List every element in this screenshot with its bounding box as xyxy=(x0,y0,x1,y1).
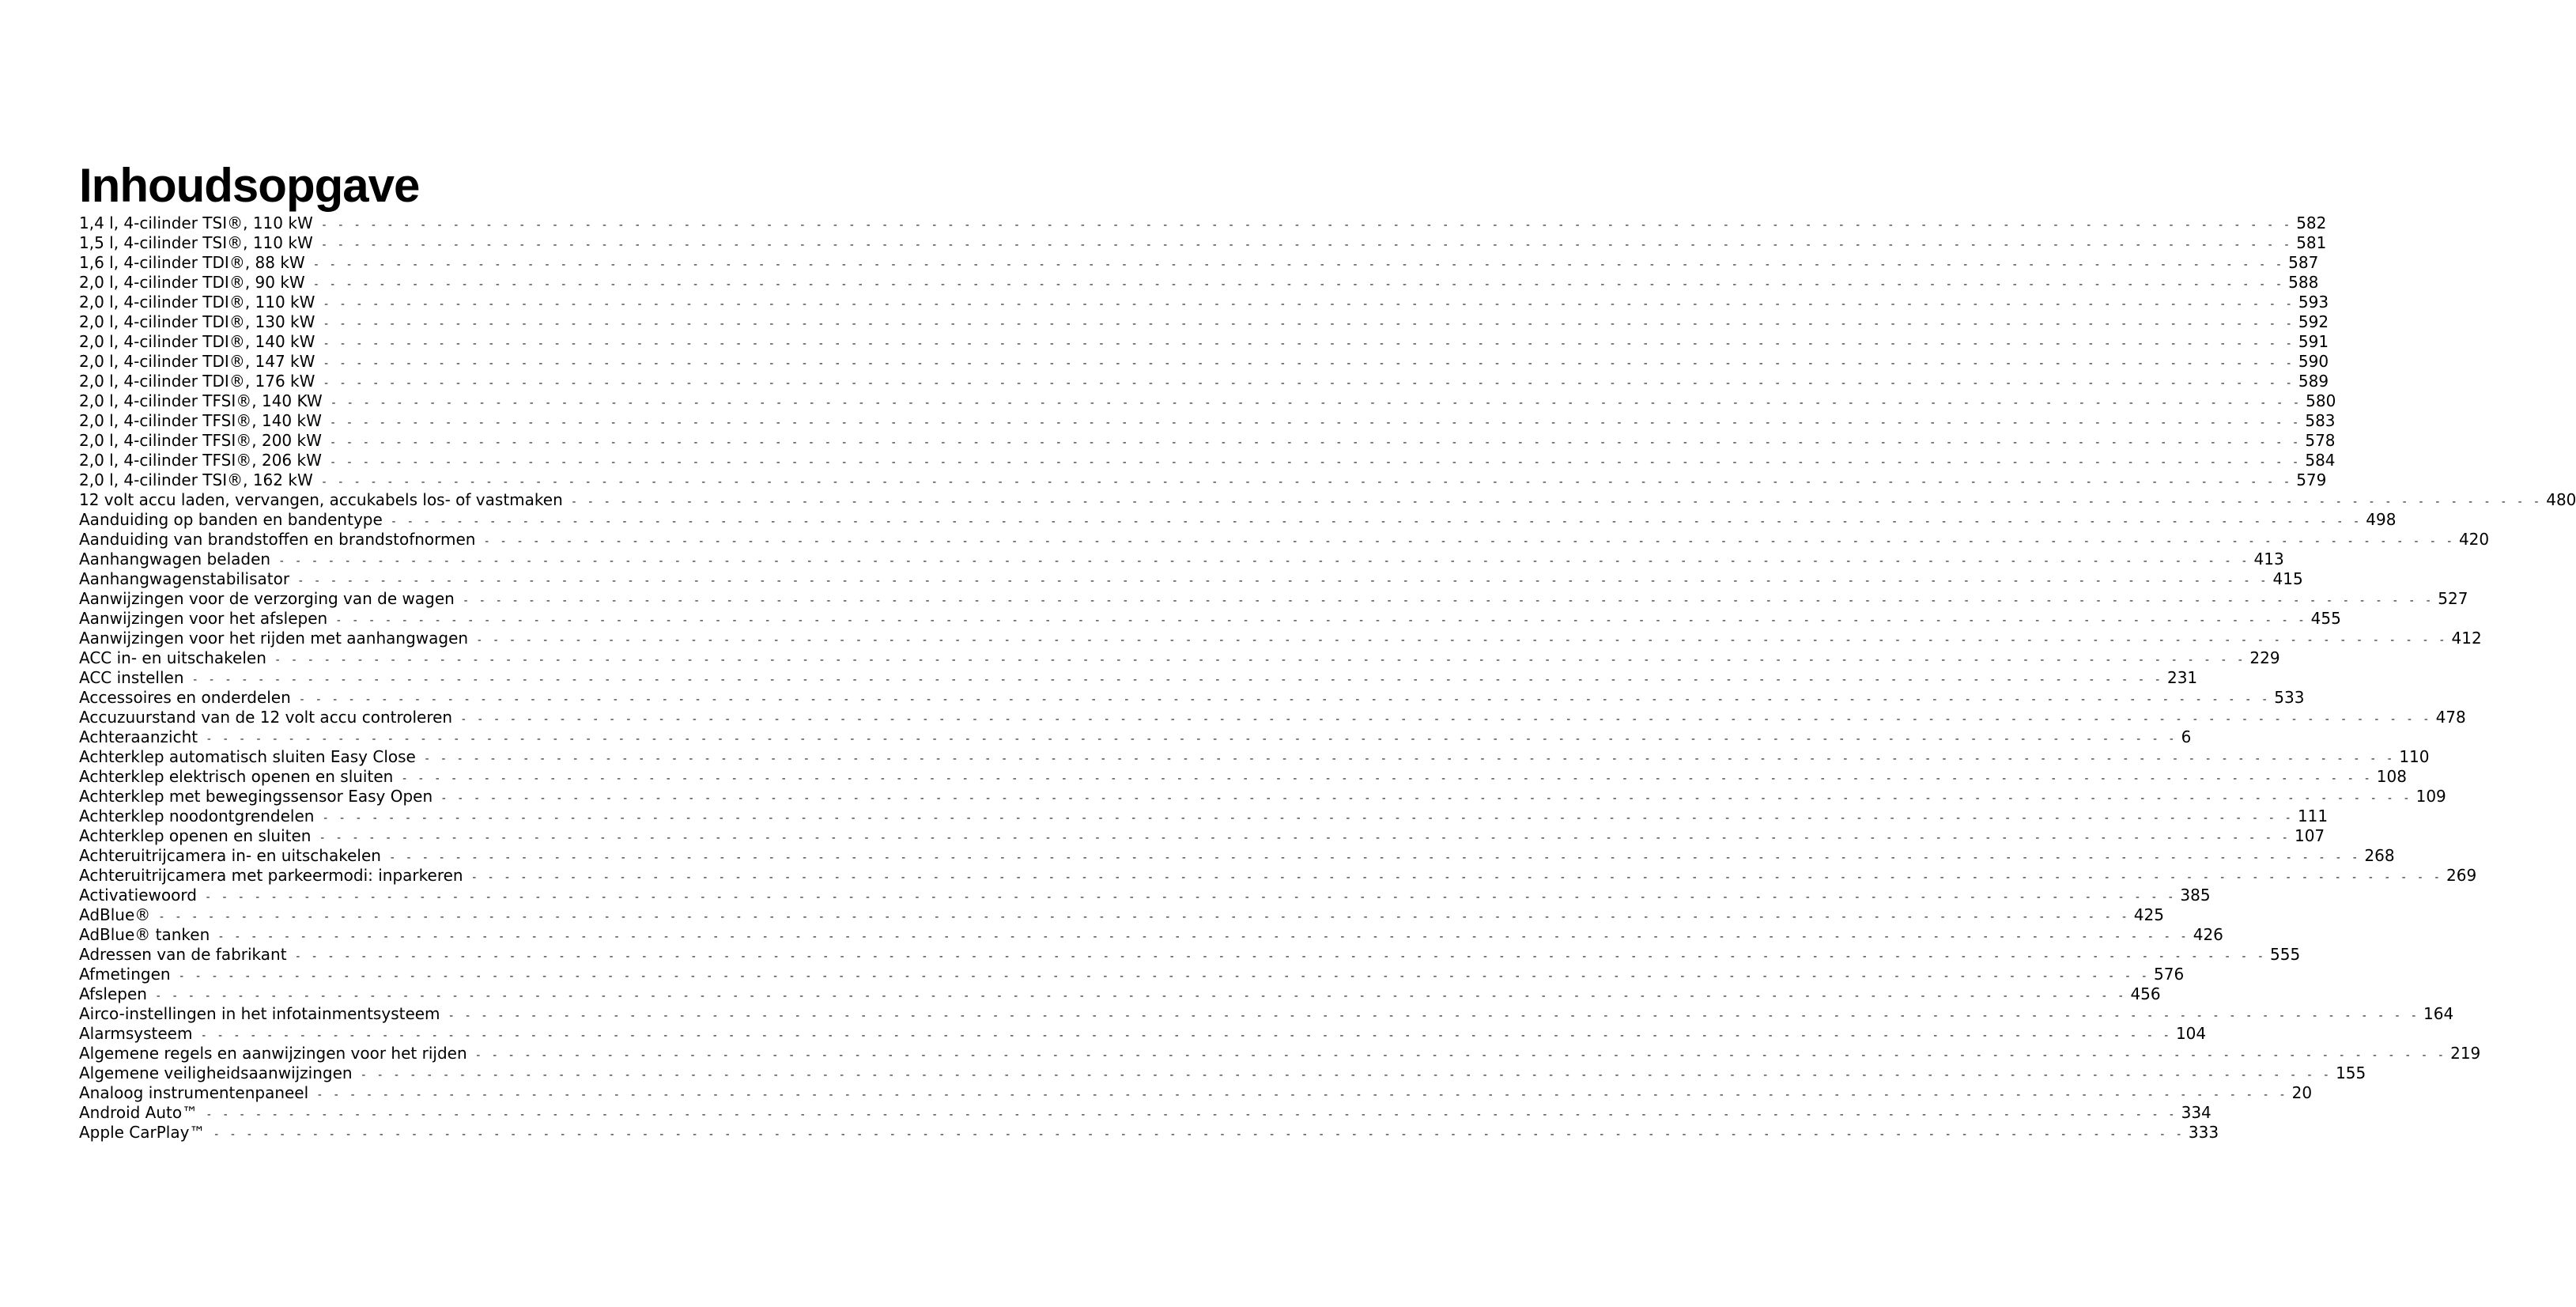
toc-entry[interactable] xyxy=(79,332,2329,352)
dot-leader: - - - - - - - - - - - - - - - - - - - - - - - - - - - - - - - - - - - - - - - - - - - - - - - - - - - - - - - - - - - - - - - - - - - - - - - - - - - - - - - - - - - - - - - - - - - - - - - - - - - - - - - - - - - - - - - - - - - - - - - - xyxy=(322,812,2293,825)
toc-entry-page-number: 456 xyxy=(2130,984,2161,1003)
toc-entry[interactable] xyxy=(79,866,2477,886)
dot-leader: - - - - - - - - - - - - - - - - - - - - - - - - - - - - - - - - - - - - - - - - - - - - - - - - - - - - - - - - - - - - - - - - - - - - - - - - - - - - - - - - - - - - - - - - - - - - - - - - - - - - - - - - - - - - - - - - - - - - - - - - xyxy=(329,436,2301,449)
toc-entry[interactable] xyxy=(79,1123,2219,1143)
toc-entry-label: Airco-instellingen in het infotainmentsysteem xyxy=(79,1004,440,1023)
dot-leader: - - - - - - - - - - - - - - - - - - - - - - - - - - - - - - - - - - - - - - - - - - - - - - - - - - - - - - - - - - - - - - - - - - - - - - - - - - - - - - - - - - - - - - - - - - - - - - - - - - - - - - - - - - - - - - - - - - - - - - - - xyxy=(178,970,2150,983)
toc-entry-page-number: 580 xyxy=(2306,391,2336,410)
toc-entry-page-number: 480 xyxy=(2546,490,2576,509)
dot-leader: - - - - - - - - - - - - - - - - - - - - - - - - - - - - - - - - - - - - - - - - - - - - - - - - - - - - - - - - - - - - - - - - - - - - - - - - - - - - - - - - - - - - - - - - - - - - - - - - - - - - - - - - - - - - - - - - - - - - - - - - xyxy=(570,496,2542,508)
toc-entry-label: Apple CarPlay™ xyxy=(79,1123,206,1142)
dot-leader: - - - - - - - - - - - - - - - - - - - - - - - - - - - - - - - - - - - - - - - - - - - - - - - - - - - - - - - - - - - - - - - - - - - - - - - - - - - - - - - - - - - - - - - - - - - - - - - - - - - - - - - - - - - - - - - - - - - - - - - - xyxy=(330,397,2302,410)
toc-entry[interactable] xyxy=(79,1004,2454,1024)
toc-entry-label: Achteruitrijcamera met parkeermodi: inparkeren xyxy=(79,866,463,885)
dot-leader: - - - - - - - - - - - - - - - - - - - - - - - - - - - - - - - - - - - - - - - - - - - - - - - - - - - - - - - - - - - - - - - - - - - - - - - - - - - - - - - - - - - - - - - - - - - - - - - - - - - - - - - - - - - - - - - - - - - - - - - - xyxy=(316,1089,2287,1101)
toc-entry-page-number: 425 xyxy=(2133,905,2164,924)
dot-leader: - - - - - - - - - - - - - - - - - - - - - - - - - - - - - - - - - - - - - - - - - - - - - - - - - - - - - - - - - - - - - - - - - - - - - - - - - - - - - - - - - - - - - - - - - - - - - - - - - - - - - - - - - - - - - - - - - - - - - - - - xyxy=(323,298,2294,311)
toc-entry-page-number: 231 xyxy=(2166,668,2198,687)
toc-entry-page-number: 6 xyxy=(2181,727,2192,746)
dot-leader: - - - - - - - - - - - - - - - - - - - - - - - - - - - - - - - - - - - - - - - - - - - - - - - - - - - - - - - - - - - - - - - - - - - - - - - - - - - - - - - - - - - - - - - - - - - - - - - - - - - - - - - - - - - - - - - - - - - - - - - - xyxy=(360,1069,2332,1082)
dot-leader: - - - - - - - - - - - - - - - - - - - - - - - - - - - - - - - - - - - - - - - - - - - - - - - - - - - - - - - - - - - - - - - - - - - - - - - - - - - - - - - - - - - - - - - - - - - - - - - - - - - - - - - - - - - - - - - - - - - - - - - - xyxy=(200,1029,2171,1042)
toc-entry[interactable] xyxy=(79,273,2319,293)
toc-entry[interactable] xyxy=(79,293,2329,312)
toc-entry[interactable] xyxy=(79,1044,2481,1063)
toc-entry[interactable] xyxy=(79,1103,2212,1123)
toc-entry-page-number: 111 xyxy=(2297,806,2329,825)
toc-entry[interactable] xyxy=(79,945,2301,965)
dot-leader: - - - - - - - - - - - - - - - - - - - - - - - - - - - - - - - - - - - - - - - - - - - - - - - - - - - - - - - - - - - - - - - - - - - - - - - - - - - - - - - - - - - - - - - - - - - - - - - - - - - - - - - - - - - - - - - - - - - - - - - - xyxy=(329,456,2301,469)
toc-entry-page-number: 590 xyxy=(2298,352,2329,371)
toc-entry[interactable] xyxy=(79,352,2329,372)
toc-entry-page-number: 555 xyxy=(2270,945,2301,964)
toc-entry-label: Accessoires en onderdelen xyxy=(79,688,291,707)
dot-leader: - - - - - - - - - - - - - - - - - - - - - - - - - - - - - - - - - - - - - - - - - - - - - - - - - - - - - - - - - - - - - - - - - - - - - - - - - - - - - - - - - - - - - - - - - - - - - - - - - - - - - - - - - - - - - - - - - - - - - - - - xyxy=(388,852,2360,864)
toc-entry[interactable] xyxy=(79,510,2397,530)
toc-entry-page-number: 527 xyxy=(2438,589,2468,608)
toc-entry-page-number: 420 xyxy=(2458,530,2490,549)
dot-leader: - - - - - - - - - - - - - - - - - - - - - - - - - - - - - - - - - - - - - - - - - - - - - - - - - - - - - - - - - - - - - - - - - - - - - - - - - - - - - - - - - - - - - - - - - - - - - - - - - - - - - - - - - - - - - - - - - - - - - - - - xyxy=(476,634,2447,647)
toc-entry[interactable] xyxy=(79,609,2341,629)
toc-entry-page-number: 110 xyxy=(2399,747,2430,766)
toc-entry-page-number: 588 xyxy=(2288,273,2319,292)
toc-entry-label: 2,0 l, 4-cilinder TSI®, 162 kW xyxy=(79,470,313,489)
toc-entry-label: Achterklep met bewegingssensor Easy Open xyxy=(79,787,433,806)
dot-leader: - - - - - - - - - - - - - - - - - - - - - - - - - - - - - - - - - - - - - - - - - - - - - - - - - - - - - - - - - - - - - - - - - - - - - - - - - - - - - - - - - - - - - - - - - - - - - - - - - - - - - - - - - - - - - - - - - - - - - - - - xyxy=(323,338,2294,350)
toc-entry-page-number: 579 xyxy=(2296,470,2327,489)
toc-entry[interactable] xyxy=(79,550,2284,569)
toc-entry-page-number: 581 xyxy=(2296,233,2327,252)
toc-entry-page-number: 593 xyxy=(2298,293,2329,312)
dot-leader: - - - - - - - - - - - - - - - - - - - - - - - - - - - - - - - - - - - - - - - - - - - - - - - - - - - - - - - - - - - - - - - - - - - - - - - - - - - - - - - - - - - - - - - - - - - - - - - - - - - - - - - - - - - - - - - - - - - - - - - - xyxy=(423,753,2395,765)
toc-entry-label: Analoog instrumentenpaneel xyxy=(79,1083,309,1102)
toc-entry-page-number: 108 xyxy=(2376,767,2407,786)
dot-leader: - - - - - - - - - - - - - - - - - - - - - - - - - - - - - - - - - - - - - - - - - - - - - - - - - - - - - - - - - - - - - - - - - - - - - - - - - - - - - - - - - - - - - - - - - - - - - - - - - - - - - - - - - - - - - - - - - - - - - - - - xyxy=(323,377,2294,390)
toc-entry-page-number: 582 xyxy=(2296,213,2327,232)
toc-entry[interactable] xyxy=(79,451,2336,470)
toc-entry-page-number: 498 xyxy=(2366,510,2397,529)
dot-leader: - - - - - - - - - - - - - - - - - - - - - - - - - - - - - - - - - - - - - - - - - - - - - - - - - - - - - - - - - - - - - - - - - - - - - - - - - - - - - - - - - - - - - - - - - - - - - - - - - - - - - - - - - - - - - - - - - - - - - - - - xyxy=(470,871,2442,884)
dot-leader: - - - - - - - - - - - - - - - - - - - - - - - - - - - - - - - - - - - - - - - - - - - - - - - - - - - - - - - - - - - - - - - - - - - - - - - - - - - - - - - - - - - - - - - - - - - - - - - - - - - - - - - - - - - - - - - - - - - - - - - - xyxy=(298,693,2270,706)
toc-entry[interactable] xyxy=(79,233,2327,253)
toc-entry-label: 2,0 l, 4-cilinder TDI®, 110 kW xyxy=(79,293,315,312)
toc-entry-page-number: 587 xyxy=(2288,253,2319,272)
toc-entry-label: 2,0 l, 4-cilinder TDI®, 140 kW xyxy=(79,332,315,351)
toc-entry-label: Aanhangwagenstabilisator xyxy=(79,569,290,588)
toc-entry-label: Aanduiding op banden en bandentype xyxy=(79,510,383,529)
toc-entry[interactable] xyxy=(79,806,2329,826)
toc-entry-label: Activatiewoord xyxy=(79,886,197,905)
toc-entry-page-number: 583 xyxy=(2305,411,2336,430)
dot-leader: - - - - - - - - - - - - - - - - - - - - - - - - - - - - - - - - - - - - - - - - - - - - - - - - - - - - - - - - - - - - - - - - - - - - - - - - - - - - - - - - - - - - - - - - - - - - - - - - - - - - - - - - - - - - - - - - - - - - - - - - xyxy=(206,733,2177,746)
toc-entry[interactable] xyxy=(79,965,2185,984)
dot-leader: - - - - - - - - - - - - - - - - - - - - - - - - - - - - - - - - - - - - - - - - - - - - - - - - - - - - - - - - - - - - - - - - - - - - - - - - - - - - - - - - - - - - - - - - - - - - - - - - - - - - - - - - - - - - - - - - - - - - - - - - xyxy=(335,614,2306,627)
toc-entry[interactable] xyxy=(79,1024,2207,1044)
toc-entry-page-number: 104 xyxy=(2175,1024,2207,1043)
toc-entry[interactable] xyxy=(79,470,2327,490)
toc-entry-label: Afmetingen xyxy=(79,965,171,984)
toc-entry-label: Afslepen xyxy=(79,984,147,1003)
toc-entry[interactable] xyxy=(79,431,2336,451)
toc-entry-label: Adressen van de fabrikant xyxy=(79,945,287,964)
dot-leader: - - - - - - - - - - - - - - - - - - - - - - - - - - - - - - - - - - - - - - - - - - - - - - - - - - - - - - - - - - - - - - - - - - - - - - - - - - - - - - - - - - - - - - - - - - - - - - - - - - - - - - - - - - - - - - - - - - - - - - - - xyxy=(320,476,2292,489)
dot-leader: - - - - - - - - - - - - - - - - - - - - - - - - - - - - - - - - - - - - - - - - - - - - - - - - - - - - - - - - - - - - - - - - - - - - - - - - - - - - - - - - - - - - - - - - - - - - - - - - - - - - - - - - - - - - - - - - - - - - - - - - xyxy=(204,891,2176,904)
toc-entry-page-number: 412 xyxy=(2451,629,2482,648)
toc-entry-page-number: 109 xyxy=(2415,787,2446,806)
toc-entry-page-number: 478 xyxy=(2435,708,2466,727)
toc-entry[interactable] xyxy=(79,708,2466,727)
toc-entry-label: Android Auto™ xyxy=(79,1103,198,1122)
toc-entry[interactable] xyxy=(79,372,2329,391)
dot-leader: - - - - - - - - - - - - - - - - - - - - - - - - - - - - - - - - - - - - - - - - - - - - - - - - - - - - - - - - - - - - - - - - - - - - - - - - - - - - - - - - - - - - - - - - - - - - - - - - - - - - - - - - - - - - - - - - - - - - - - - - xyxy=(320,239,2292,251)
toc-entry-page-number: 591 xyxy=(2298,332,2329,351)
toc-entry-label: AdBlue® tanken xyxy=(79,925,210,944)
toc-entry[interactable] xyxy=(79,213,2327,233)
toc-entry-label: Achteruitrijcamera in- en uitschakelen xyxy=(79,846,381,865)
toc-entry-page-number: 415 xyxy=(2272,569,2303,588)
toc-entry-label: ACC instellen xyxy=(79,668,184,687)
toc-entry-label: 2,0 l, 4-cilinder TDI®, 130 kW xyxy=(79,312,315,331)
toc-entry-page-number: 164 xyxy=(2423,1004,2454,1023)
toc-entry-page-number: 385 xyxy=(2180,886,2211,905)
toc-entry-label: 2,0 l, 4-cilinder TFSI®, 200 kW xyxy=(79,431,322,450)
toc-entry-page-number: 578 xyxy=(2305,431,2336,450)
toc-entry-label: Achterklep openen en sluiten xyxy=(79,826,312,845)
toc-entry-page-number: 584 xyxy=(2305,451,2336,470)
toc-entry-page-number: 533 xyxy=(2274,688,2305,707)
dot-leader: - - - - - - - - - - - - - - - - - - - - - - - - - - - - - - - - - - - - - - - - - - - - - - - - - - - - - - - - - - - - - - - - - - - - - - - - - - - - - - - - - - - - - - - - - - - - - - - - - - - - - - - - - - - - - - - - - - - - - - - - xyxy=(440,792,2412,805)
toc-entry[interactable] xyxy=(79,629,2482,648)
toc-entry[interactable] xyxy=(79,490,2576,510)
dot-leader: - - - - - - - - - - - - - - - - - - - - - - - - - - - - - - - - - - - - - - - - - - - - - - - - - - - - - - - - - - - - - - - - - - - - - - - - - - - - - - - - - - - - - - - - - - - - - - - - - - - - - - - - - - - - - - - - - - - - - - - - xyxy=(158,911,2129,924)
dot-leader: - - - - - - - - - - - - - - - - - - - - - - - - - - - - - - - - - - - - - - - - - - - - - - - - - - - - - - - - - - - - - - - - - - - - - - - - - - - - - - - - - - - - - - - - - - - - - - - - - - - - - - - - - - - - - - - - - - - - - - - - xyxy=(462,595,2434,607)
toc-entry[interactable] xyxy=(79,727,2192,747)
dot-leader: - - - - - - - - - - - - - - - - - - - - - - - - - - - - - - - - - - - - - - - - - - - - - - - - - - - - - - - - - - - - - - - - - - - - - - - - - - - - - - - - - - - - - - - - - - - - - - - - - - - - - - - - - - - - - - - - - - - - - - - - xyxy=(312,259,2284,271)
dot-leader: - - - - - - - - - - - - - - - - - - - - - - - - - - - - - - - - - - - - - - - - - - - - - - - - - - - - - - - - - - - - - - - - - - - - - - - - - - - - - - - - - - - - - - - - - - - - - - - - - - - - - - - - - - - - - - - - - - - - - - - - xyxy=(483,535,2454,548)
toc-entry[interactable] xyxy=(79,886,2211,905)
dot-leader: - - - - - - - - - - - - - - - - - - - - - - - - - - - - - - - - - - - - - - - - - - - - - - - - - - - - - - - - - - - - - - - - - - - - - - - - - - - - - - - - - - - - - - - - - - - - - - - - - - - - - - - - - - - - - - - - - - - - - - - - xyxy=(274,654,2246,667)
toc-entry-label: Achterklep noodontgrendelen xyxy=(79,806,315,825)
toc-entry[interactable] xyxy=(79,688,2305,708)
toc-entry[interactable] xyxy=(79,253,2319,273)
dot-leader: - - - - - - - - - - - - - - - - - - - - - - - - - - - - - - - - - - - - - - - - - - - - - - - - - - - - - - - - - - - - - - - - - - - - - - - - - - - - - - - - - - - - - - - - - - - - - - - - - - - - - - - - - - - - - - - - - - - - - - - - xyxy=(294,950,2266,963)
dot-leader: - - - - - - - - - - - - - - - - - - - - - - - - - - - - - - - - - - - - - - - - - - - - - - - - - - - - - - - - - - - - - - - - - - - - - - - - - - - - - - - - - - - - - - - - - - - - - - - - - - - - - - - - - - - - - - - - - - - - - - - - xyxy=(329,417,2301,429)
dot-leader: - - - - - - - - - - - - - - - - - - - - - - - - - - - - - - - - - - - - - - - - - - - - - - - - - - - - - - - - - - - - - - - - - - - - - - - - - - - - - - - - - - - - - - - - - - - - - - - - - - - - - - - - - - - - - - - - - - - - - - - - xyxy=(213,1128,2184,1141)
toc-entry[interactable] xyxy=(79,668,2198,688)
toc-entry-label: Aanwijzingen voor het rijden met aanhangwagen xyxy=(79,629,469,648)
toc-entry[interactable] xyxy=(79,984,2161,1004)
toc-entry-page-number: 20 xyxy=(2291,1083,2313,1102)
toc-entry[interactable] xyxy=(79,589,2468,609)
toc-entry-label: 2,0 l, 4-cilinder TDI®, 90 kW xyxy=(79,273,305,292)
toc-entry-label: 2,0 l, 4-cilinder TFSI®, 140 KW xyxy=(79,391,323,410)
toc-entry[interactable] xyxy=(79,312,2329,332)
toc-entry[interactable] xyxy=(79,411,2336,431)
toc-entry-label: 2,0 l, 4-cilinder TFSI®, 206 kW xyxy=(79,451,322,470)
dot-leader: - - - - - - - - - - - - - - - - - - - - - - - - - - - - - - - - - - - - - - - - - - - - - - - - - - - - - - - - - - - - - - - - - - - - - - - - - - - - - - - - - - - - - - - - - - - - - - - - - - - - - - - - - - - - - - - - - - - - - - - - xyxy=(323,318,2294,331)
toc-entry[interactable] xyxy=(79,767,2407,787)
toc-entry-label: Aanhangwagen beladen xyxy=(79,550,271,569)
dot-leader: - - - - - - - - - - - - - - - - - - - - - - - - - - - - - - - - - - - - - - - - - - - - - - - - - - - - - - - - - - - - - - - - - - - - - - - - - - - - - - - - - - - - - - - - - - - - - - - - - - - - - - - - - - - - - - - - - - - - - - - - xyxy=(401,772,2372,785)
toc-entry-label: 12 volt accu laden, vervangen, accukabels los- of vastmaken xyxy=(79,490,563,509)
dot-leader: - - - - - - - - - - - - - - - - - - - - - - - - - - - - - - - - - - - - - - - - - - - - - - - - - - - - - - - - - - - - - - - - - - - - - - - - - - - - - - - - - - - - - - - - - - - - - - - - - - - - - - - - - - - - - - - - - - - - - - - - xyxy=(448,1010,2419,1022)
toc-entry-label: AdBlue® xyxy=(79,905,151,924)
toc-entry[interactable] xyxy=(79,530,2490,550)
toc-entry-label: Alarmsysteem xyxy=(79,1024,193,1043)
toc-entry-page-number: 229 xyxy=(2249,648,2280,667)
dot-leader: - - - - - - - - - - - - - - - - - - - - - - - - - - - - - - - - - - - - - - - - - - - - - - - - - - - - - - - - - - - - - - - - - - - - - - - - - - - - - - - - - - - - - - - - - - - - - - - - - - - - - - - - - - - - - - - - - - - - - - - - xyxy=(217,931,2189,943)
toc-entry[interactable] xyxy=(79,648,2280,668)
dot-leader: - - - - - - - - - - - - - - - - - - - - - - - - - - - - - - - - - - - - - - - - - - - - - - - - - - - - - - - - - - - - - - - - - - - - - - - - - - - - - - - - - - - - - - - - - - - - - - - - - - - - - - - - - - - - - - - - - - - - - - - - xyxy=(278,555,2249,568)
toc-entry-page-number: 269 xyxy=(2446,866,2477,885)
toc-entry-label: Aanwijzingen voor de verzorging van de wagen xyxy=(79,589,455,608)
toc-entry-label: Accuzuurstand van de 12 volt accu controleren xyxy=(79,708,453,727)
dot-leader: - - - - - - - - - - - - - - - - - - - - - - - - - - - - - - - - - - - - - - - - - - - - - - - - - - - - - - - - - - - - - - - - - - - - - - - - - - - - - - - - - - - - - - - - - - - - - - - - - - - - - - - - - - - - - - - - - - - - - - - - xyxy=(319,832,2290,844)
toc-entry-page-number: 219 xyxy=(2450,1044,2481,1063)
dot-leader: - - - - - - - - - - - - - - - - - - - - - - - - - - - - - - - - - - - - - - - - - - - - - - - - - - - - - - - - - - - - - - - - - - - - - - - - - - - - - - - - - - - - - - - - - - - - - - - - - - - - - - - - - - - - - - - - - - - - - - - - xyxy=(474,1049,2446,1062)
toc-entry-label: ACC in- en uitschakelen xyxy=(79,648,266,667)
toc-list xyxy=(79,213,2576,1143)
toc-entry-label: Aanwijzingen voor het afslepen xyxy=(79,609,328,628)
dot-leader: - - - - - - - - - - - - - - - - - - - - - - - - - - - - - - - - - - - - - - - - - - - - - - - - - - - - - - - - - - - - - - - - - - - - - - - - - - - - - - - - - - - - - - - - - - - - - - - - - - - - - - - - - - - - - - - - - - - - - - - - xyxy=(191,674,2162,686)
toc-entry-label: 2,0 l, 4-cilinder TDI®, 147 kW xyxy=(79,352,315,371)
page-title: Inhoudsopgave xyxy=(79,159,420,212)
dot-leader: - - - - - - - - - - - - - - - - - - - - - - - - - - - - - - - - - - - - - - - - - - - - - - - - - - - - - - - - - - - - - - - - - - - - - - - - - - - - - - - - - - - - - - - - - - - - - - - - - - - - - - - - - - - - - - - - - - - - - - - - xyxy=(154,990,2126,1003)
toc-entry-label: 1,5 l, 4-cilinder TSI®, 110 kW xyxy=(79,233,313,252)
toc-entry-page-number: 592 xyxy=(2298,312,2329,331)
toc-entry-page-number: 576 xyxy=(2154,965,2185,984)
toc-entry[interactable] xyxy=(79,1063,2366,1083)
toc-entry-page-number: 268 xyxy=(2364,846,2395,865)
toc-entry[interactable] xyxy=(79,925,2223,945)
toc-entry-label: Achterklep elektrisch openen en sluiten xyxy=(79,767,394,786)
toc-entry-label: Aanduiding van brandstoffen en brandstofnormen xyxy=(79,530,476,549)
dot-leader: - - - - - - - - - - - - - - - - - - - - - - - - - - - - - - - - - - - - - - - - - - - - - - - - - - - - - - - - - - - - - - - - - - - - - - - - - - - - - - - - - - - - - - - - - - - - - - - - - - - - - - - - - - - - - - - - - - - - - - - - xyxy=(390,516,2362,528)
toc-entry-label: 1,6 l, 4-cilinder TDI®, 88 kW xyxy=(79,253,305,272)
toc-entry-page-number: 334 xyxy=(2181,1103,2212,1122)
toc-entry[interactable] xyxy=(79,826,2325,846)
toc-entry-page-number: 107 xyxy=(2294,826,2325,845)
dot-leader: - - - - - - - - - - - - - - - - - - - - - - - - - - - - - - - - - - - - - - - - - - - - - - - - - - - - - - - - - - - - - - - - - - - - - - - - - - - - - - - - - - - - - - - - - - - - - - - - - - - - - - - - - - - - - - - - - - - - - - - - xyxy=(320,219,2292,232)
toc-entry[interactable] xyxy=(79,747,2430,767)
toc-entry-label: Algemene regels en aanwijzingen voor het rijden xyxy=(79,1044,467,1063)
toc-entry-page-number: 155 xyxy=(2336,1063,2366,1082)
dot-leader: - - - - - - - - - - - - - - - - - - - - - - - - - - - - - - - - - - - - - - - - - - - - - - - - - - - - - - - - - - - - - - - - - - - - - - - - - - - - - - - - - - - - - - - - - - - - - - - - - - - - - - - - - - - - - - - - - - - - - - - - xyxy=(206,1109,2177,1121)
dot-leader: - - - - - - - - - - - - - - - - - - - - - - - - - - - - - - - - - - - - - - - - - - - - - - - - - - - - - - - - - - - - - - - - - - - - - - - - - - - - - - - - - - - - - - - - - - - - - - - - - - - - - - - - - - - - - - - - - - - - - - - - xyxy=(323,357,2294,370)
dot-leader: - - - - - - - - - - - - - - - - - - - - - - - - - - - - - - - - - - - - - - - - - - - - - - - - - - - - - - - - - - - - - - - - - - - - - - - - - - - - - - - - - - - - - - - - - - - - - - - - - - - - - - - - - - - - - - - - - - - - - - - - xyxy=(312,278,2284,291)
toc-entry-page-number: 589 xyxy=(2298,372,2329,391)
toc-entry-label: 2,0 l, 4-cilinder TFSI®, 140 kW xyxy=(79,411,322,430)
toc-entry[interactable] xyxy=(79,391,2336,411)
toc-entry-page-number: 413 xyxy=(2253,550,2284,569)
toc-entry[interactable] xyxy=(79,1083,2313,1103)
dot-leader: - - - - - - - - - - - - - - - - - - - - - - - - - - - - - - - - - - - - - - - - - - - - - - - - - - - - - - - - - - - - - - - - - - - - - - - - - - - - - - - - - - - - - - - - - - - - - - - - - - - - - - - - - - - - - - - - - - - - - - - - xyxy=(297,575,2268,587)
toc-entry[interactable] xyxy=(79,787,2446,806)
toc-entry-label: 2,0 l, 4-cilinder TDI®, 176 kW xyxy=(79,372,315,391)
toc-entry-label: Achterklep automatisch sluiten Easy Close xyxy=(79,747,416,766)
toc-entry-label: Algemene veiligheidsaanwijzingen xyxy=(79,1063,353,1082)
toc-entry-label: Achteraanzicht xyxy=(79,727,198,746)
toc-entry[interactable] xyxy=(79,846,2395,866)
toc-entry-page-number: 426 xyxy=(2193,925,2223,944)
toc-entry-label: 1,4 l, 4-cilinder TSI®, 110 kW xyxy=(79,213,313,232)
toc-entry-page-number: 455 xyxy=(2310,609,2341,628)
toc-entry-page-number: 333 xyxy=(2188,1123,2219,1142)
toc-entry[interactable] xyxy=(79,569,2303,589)
toc-entry[interactable] xyxy=(79,905,2164,925)
dot-leader: - - - - - - - - - - - - - - - - - - - - - - - - - - - - - - - - - - - - - - - - - - - - - - - - - - - - - - - - - - - - - - - - - - - - - - - - - - - - - - - - - - - - - - - - - - - - - - - - - - - - - - - - - - - - - - - - - - - - - - - - xyxy=(460,713,2431,726)
